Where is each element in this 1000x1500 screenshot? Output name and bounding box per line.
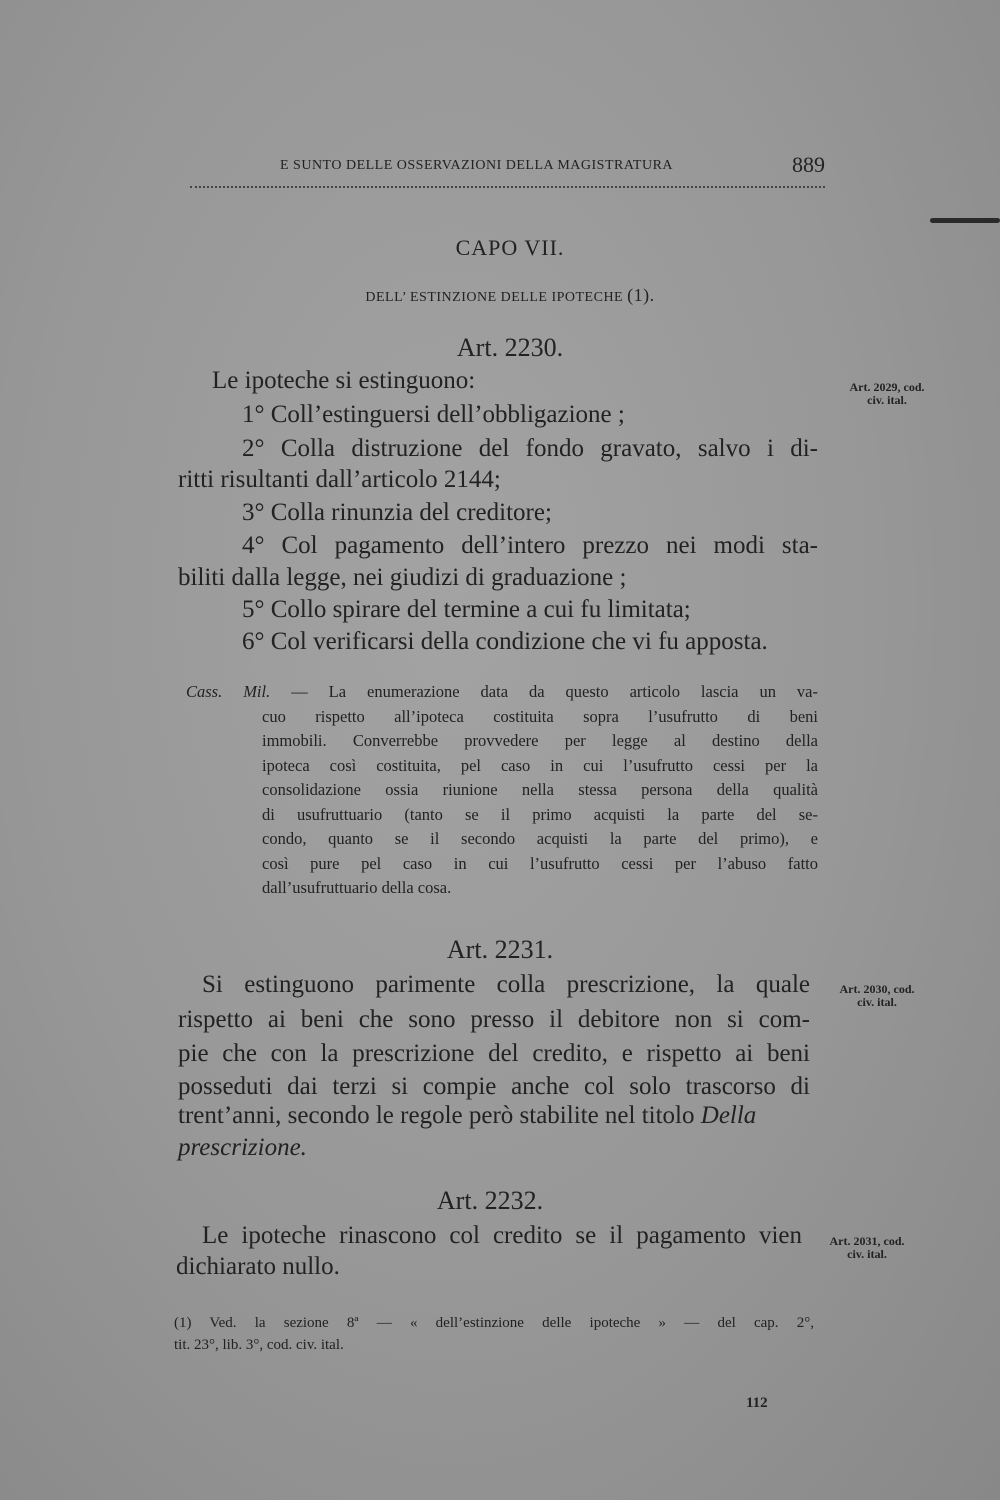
margin-note-line: civ. ital.	[867, 393, 907, 407]
margin-note	[832, 381, 942, 407]
article-line: Le ipoteche rinascono col credito se il pagamento vien	[202, 1222, 802, 1249]
article-title: Art. 2231.	[446, 935, 554, 964]
page-edge-mark	[930, 218, 1000, 223]
commentary-line: condo, quanto se il secondo acquisti la parte del primo), e	[262, 829, 818, 848]
running-head: E SUNTO DELLE OSSERVAZIONI DELLA MAGISTRATURA	[280, 158, 674, 173]
footnote-line: (1) Ved. la sezione 8ª — « dell’estinzione delle ipoteche » — del cap. 2°,	[174, 1315, 814, 1331]
article-line-italic: Della	[700, 1102, 757, 1129]
article-line: Le ipoteche si estinguono:	[212, 367, 476, 394]
commentary-line: — La enumerazione data da questo articolo lascia un va-	[291, 682, 818, 701]
margin-note-line: civ. ital.	[847, 1247, 887, 1261]
signature-mark: 112	[746, 1395, 768, 1411]
article-line: pie che con la prescrizione del credito, e rispetto ai beni	[178, 1040, 810, 1067]
article-line: 1° Coll’estinguersi dell’obbligazione ;	[242, 401, 625, 428]
header-rule	[190, 186, 825, 188]
commentary-line: ipoteca così costituita, pel caso in cui l’usufrutto cessi per la	[262, 755, 818, 775]
article-line: 4° Col pagamento dell’intero prezzo nei modi sta-	[242, 532, 818, 559]
article-title: Art. 2230.	[456, 333, 564, 362]
article-line: ritti risultanti dall’articolo 2144;	[178, 466, 501, 493]
article-line: prescrizione.	[178, 1134, 307, 1161]
commentary-first-line	[186, 680, 818, 705]
article-line	[178, 1102, 756, 1130]
commentary-line: così pure pel caso in cui l’usufrutto cessi per l’abuso fatto	[262, 853, 818, 873]
chapter-subtitle-text: DELL’ ESTINZIONE DELLE IPOTECHE	[365, 290, 624, 305]
article-line: rispetto ai beni che sono presso il debitore non si com-	[178, 1006, 810, 1033]
margin-note-line: Art. 2030, cod.	[839, 982, 915, 996]
chapter-subtitle	[300, 285, 720, 306]
footnote	[174, 1312, 814, 1356]
page-number: 889	[792, 152, 825, 177]
footnote-line: tit. 23°, lib. 3°, cod. civ. ital.	[174, 1337, 344, 1353]
chapter-title: CAPO VII.	[455, 235, 565, 260]
article-line-text: trent’anni, secondo le regole però stabilite nel titolo	[178, 1102, 695, 1129]
footnote-ref: (1).	[627, 285, 655, 305]
margin-note	[822, 983, 932, 1009]
article-line: dichiarato nullo.	[176, 1253, 340, 1280]
commentary-line: immobili. Converrebbe provvedere per legge al destino della	[262, 731, 818, 750]
commentary-line: consolidazione ossia riunione nella stessa persona della qualità	[262, 780, 818, 799]
commentary-line: di usufruttuario (tanto se il primo acquisti la parte del se-	[262, 804, 818, 824]
commentary-line: dall’usufruttuario della cosa.	[262, 878, 452, 897]
article-line: 5° Collo spirare del termine a cui fu limitata;	[242, 596, 691, 623]
margin-note	[812, 1235, 922, 1261]
commentary	[186, 680, 818, 901]
margin-note-line: Art. 2031, cod.	[829, 1234, 905, 1248]
article-title: Art. 2232.	[436, 1186, 544, 1215]
article-line: 3° Colla rinunzia del creditore;	[242, 499, 552, 526]
commentary-line: cuo rispetto all’ipoteca costituita sopra l’usufrutto di beni	[262, 706, 818, 726]
article-line: 6° Col verificarsi della condizione che vi fu apposta.	[242, 628, 768, 655]
article-line: 2° Colla distruzione del fondo gravato, salvo i di-	[242, 435, 818, 462]
article-line: biliti dalla legge, nei giudizi di graduazione ;	[178, 564, 627, 591]
article-line: posseduti dai terzi si compie anche col solo trascorso di	[178, 1073, 810, 1100]
article-line: Si estinguono parimente colla prescrizione, la quale	[202, 971, 810, 998]
margin-note-line: Art. 2029, cod.	[849, 380, 925, 394]
commentary-source: Cass. Mil.	[186, 682, 271, 701]
margin-note-line: civ. ital.	[857, 995, 897, 1009]
